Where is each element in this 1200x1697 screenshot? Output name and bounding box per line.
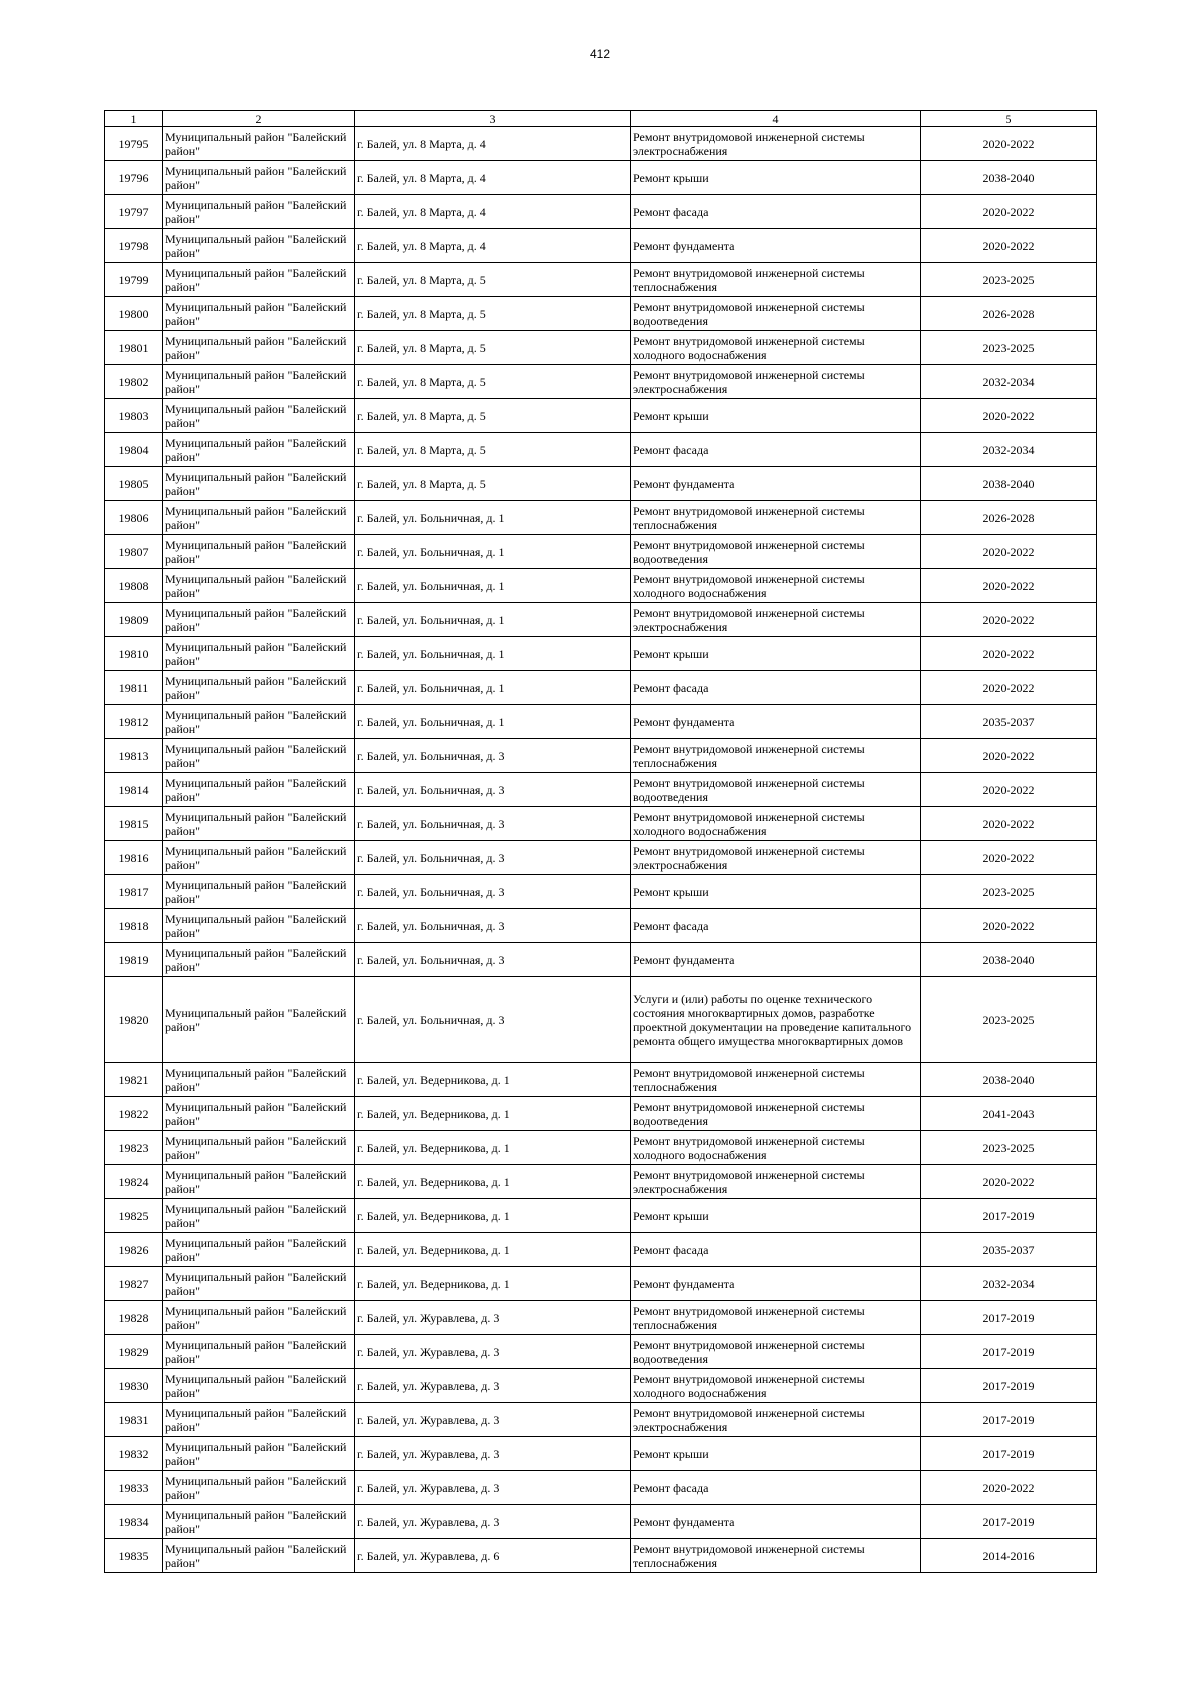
cell-row-number: 19823: [105, 1131, 163, 1165]
cell-work-type: Ремонт внутридомовой инженерной системы холодного водоснабжения: [631, 807, 921, 841]
cell-work-type: Ремонт фундамента: [631, 705, 921, 739]
cell-municipality: Муниципальный район "Балейский район": [163, 1199, 355, 1233]
cell-address: г. Балей, ул. Больничная, д. 3: [355, 841, 631, 875]
cell-row-number: 19800: [105, 297, 163, 331]
cell-period: 2023-2025: [921, 875, 1097, 909]
cell-address: г. Балей, ул. Журавлева, д. 3: [355, 1403, 631, 1437]
cell-row-number: 19824: [105, 1165, 163, 1199]
cell-period: 2038-2040: [921, 467, 1097, 501]
cell-municipality: Муниципальный район "Балейский район": [163, 399, 355, 433]
cell-work-type: Ремонт фундамента: [631, 1505, 921, 1539]
cell-period: 2038-2040: [921, 161, 1097, 195]
cell-work-type: Ремонт крыши: [631, 1437, 921, 1471]
cell-period: 2032-2034: [921, 1267, 1097, 1301]
cell-row-number: 19831: [105, 1403, 163, 1437]
cell-municipality: Муниципальный район "Балейский район": [163, 263, 355, 297]
cell-work-type: Ремонт внутридомовой инженерной системы холодного водоснабжения: [631, 569, 921, 603]
cell-municipality: Муниципальный район "Балейский район": [163, 807, 355, 841]
cell-address: г. Балей, ул. 8 Марта, д. 5: [355, 297, 631, 331]
table-row: [105, 603, 1097, 637]
cell-municipality: Муниципальный район "Балейский район": [163, 127, 355, 161]
cell-work-type: Ремонт внутридомовой инженерной системы холодного водоснабжения: [631, 1369, 921, 1403]
table-row: [105, 1403, 1097, 1437]
cell-work-type: Ремонт фасада: [631, 1471, 921, 1505]
cell-row-number: 19810: [105, 637, 163, 671]
cell-work-type: Услуги и (или) работы по оценке технического состояния многоквартирных домов, разработке проектной документации на проведение капитального ремонта общего имущества многоквартирных домов: [631, 977, 921, 1063]
header-col-5: 5: [921, 111, 1097, 127]
table-row: [105, 365, 1097, 399]
cell-address: г. Балей, ул. 8 Марта, д. 4: [355, 229, 631, 263]
cell-row-number: 19820: [105, 977, 163, 1063]
cell-row-number: 19802: [105, 365, 163, 399]
cell-municipality: Муниципальный район "Балейский район": [163, 1369, 355, 1403]
cell-row-number: 19817: [105, 875, 163, 909]
cell-row-number: 19818: [105, 909, 163, 943]
cell-work-type: Ремонт внутридомовой инженерной системы водоотведения: [631, 535, 921, 569]
cell-work-type: Ремонт внутридомовой инженерной системы электроснабжения: [631, 841, 921, 875]
table-row: [105, 977, 1097, 1063]
cell-row-number: 19803: [105, 399, 163, 433]
cell-municipality: Муниципальный район "Балейский район": [163, 1471, 355, 1505]
cell-municipality: Муниципальный район "Балейский район": [163, 1505, 355, 1539]
page-number: 412: [589, 47, 611, 61]
cell-municipality: Муниципальный район "Балейский район": [163, 297, 355, 331]
cell-work-type: Ремонт внутридомовой инженерной системы теплоснабжения: [631, 263, 921, 297]
cell-work-type: Ремонт внутридомовой инженерной системы теплоснабжения: [631, 501, 921, 535]
table-row: [105, 1539, 1097, 1573]
cell-municipality: Муниципальный район "Балейский район": [163, 1437, 355, 1471]
table-row: [105, 909, 1097, 943]
cell-municipality: Муниципальный район "Балейский район": [163, 841, 355, 875]
cell-municipality: Муниципальный район "Балейский район": [163, 1097, 355, 1131]
cell-row-number: 19830: [105, 1369, 163, 1403]
cell-address: г. Балей, ул. Журавлева, д. 3: [355, 1335, 631, 1369]
table-row: [105, 1233, 1097, 1267]
cell-period: 2020-2022: [921, 841, 1097, 875]
cell-period: 2026-2028: [921, 297, 1097, 331]
cell-period: 2023-2025: [921, 331, 1097, 365]
cell-work-type: Ремонт внутридомовой инженерной системы электроснабжения: [631, 1165, 921, 1199]
header-row: [105, 111, 1097, 127]
table-row: [105, 773, 1097, 807]
cell-municipality: Муниципальный район "Балейский район": [163, 705, 355, 739]
cell-address: г. Балей, ул. Ведерникова, д. 1: [355, 1165, 631, 1199]
cell-work-type: Ремонт внутридомовой инженерной системы электроснабжения: [631, 603, 921, 637]
table-row: [105, 535, 1097, 569]
cell-municipality: Муниципальный район "Балейский район": [163, 909, 355, 943]
cell-municipality: Муниципальный район "Балейский район": [163, 535, 355, 569]
table-row: [105, 1199, 1097, 1233]
cell-row-number: 19825: [105, 1199, 163, 1233]
cell-municipality: Муниципальный район "Балейский район": [163, 365, 355, 399]
table-row: [105, 671, 1097, 705]
cell-municipality: Муниципальный район "Балейский район": [163, 467, 355, 501]
cell-row-number: 19795: [105, 127, 163, 161]
cell-municipality: Муниципальный район "Балейский район": [163, 875, 355, 909]
cell-row-number: 19808: [105, 569, 163, 603]
cell-row-number: 19814: [105, 773, 163, 807]
cell-address: г. Балей, ул. 8 Марта, д. 5: [355, 365, 631, 399]
cell-address: г. Балей, ул. Больничная, д. 1: [355, 535, 631, 569]
cell-address: г. Балей, ул. Больничная, д. 1: [355, 705, 631, 739]
cell-work-type: Ремонт фундамента: [631, 1267, 921, 1301]
cell-period: 2020-2022: [921, 671, 1097, 705]
cell-work-type: Ремонт внутридомовой инженерной системы водоотведения: [631, 297, 921, 331]
cell-row-number: 19805: [105, 467, 163, 501]
cell-row-number: 19807: [105, 535, 163, 569]
cell-municipality: Муниципальный район "Балейский район": [163, 671, 355, 705]
cell-row-number: 19799: [105, 263, 163, 297]
cell-address: г. Балей, ул. Больничная, д. 3: [355, 977, 631, 1063]
cell-period: 2020-2022: [921, 569, 1097, 603]
cell-address: г. Балей, ул. Журавлева, д. 6: [355, 1539, 631, 1573]
cell-municipality: Муниципальный район "Балейский район": [163, 1165, 355, 1199]
cell-work-type: Ремонт фасада: [631, 909, 921, 943]
cell-period: 2023-2025: [921, 1131, 1097, 1165]
cell-work-type: Ремонт крыши: [631, 637, 921, 671]
cell-period: 2020-2022: [921, 127, 1097, 161]
cell-address: г. Балей, ул. 8 Марта, д. 5: [355, 331, 631, 365]
cell-work-type: Ремонт внутридомовой инженерной системы водоотведения: [631, 1335, 921, 1369]
cell-address: г. Балей, ул. Ведерникова, д. 1: [355, 1267, 631, 1301]
cell-work-type: Ремонт фасада: [631, 671, 921, 705]
cell-work-type: Ремонт крыши: [631, 875, 921, 909]
cell-municipality: Муниципальный район "Балейский район": [163, 195, 355, 229]
table-row: [105, 637, 1097, 671]
cell-address: г. Балей, ул. Журавлева, д. 3: [355, 1437, 631, 1471]
table-row: [105, 1505, 1097, 1539]
cell-period: 2020-2022: [921, 807, 1097, 841]
cell-municipality: Муниципальный район "Балейский район": [163, 331, 355, 365]
cell-period: 2023-2025: [921, 977, 1097, 1063]
cell-address: г. Балей, ул. 8 Марта, д. 5: [355, 399, 631, 433]
table-row: [105, 195, 1097, 229]
cell-address: г. Балей, ул. Больничная, д. 1: [355, 637, 631, 671]
cell-municipality: Муниципальный район "Балейский район": [163, 1063, 355, 1097]
cell-row-number: 19835: [105, 1539, 163, 1573]
cell-work-type: Ремонт крыши: [631, 399, 921, 433]
table-row: [105, 433, 1097, 467]
cell-work-type: Ремонт фасада: [631, 433, 921, 467]
cell-work-type: Ремонт внутридомовой инженерной системы теплоснабжения: [631, 739, 921, 773]
cell-municipality: Муниципальный район "Балейский район": [163, 773, 355, 807]
cell-work-type: Ремонт крыши: [631, 161, 921, 195]
cell-row-number: 19819: [105, 943, 163, 977]
cell-work-type: Ремонт фундамента: [631, 229, 921, 263]
cell-address: г. Балей, ул. Больничная, д. 3: [355, 943, 631, 977]
cell-period: 2017-2019: [921, 1403, 1097, 1437]
cell-work-type: Ремонт внутридомовой инженерной системы теплоснабжения: [631, 1539, 921, 1573]
cell-period: 2014-2016: [921, 1539, 1097, 1573]
cell-address: г. Балей, ул. Журавлева, д. 3: [355, 1505, 631, 1539]
table-row: [105, 1437, 1097, 1471]
cell-municipality: Муниципальный район "Балейский район": [163, 161, 355, 195]
table-row: [105, 1471, 1097, 1505]
cell-address: г. Балей, ул. Больничная, д. 3: [355, 875, 631, 909]
cell-municipality: Муниципальный район "Балейский район": [163, 1131, 355, 1165]
cell-address: г. Балей, ул. 8 Марта, д. 5: [355, 263, 631, 297]
cell-row-number: 19833: [105, 1471, 163, 1505]
header-col-2: 2: [163, 111, 355, 127]
cell-address: г. Балей, ул. Больничная, д. 3: [355, 807, 631, 841]
table-row: [105, 943, 1097, 977]
cell-work-type: Ремонт внутридомовой инженерной системы теплоснабжения: [631, 1301, 921, 1335]
cell-work-type: Ремонт внутридомовой инженерной системы холодного водоснабжения: [631, 1131, 921, 1165]
cell-work-type: Ремонт внутридомовой инженерной системы теплоснабжения: [631, 1063, 921, 1097]
cell-address: г. Балей, ул. 8 Марта, д. 4: [355, 127, 631, 161]
cell-row-number: 19809: [105, 603, 163, 637]
header-col-1: 1: [105, 111, 163, 127]
cell-municipality: Муниципальный район "Балейский район": [163, 943, 355, 977]
cell-row-number: 19806: [105, 501, 163, 535]
cell-municipality: Муниципальный район "Балейский район": [163, 637, 355, 671]
cell-period: 2023-2025: [921, 263, 1097, 297]
cell-address: г. Балей, ул. Ведерникова, д. 1: [355, 1063, 631, 1097]
cell-municipality: Муниципальный район "Балейский район": [163, 1301, 355, 1335]
cell-period: 2017-2019: [921, 1369, 1097, 1403]
cell-address: г. Балей, ул. Больничная, д. 3: [355, 909, 631, 943]
cell-municipality: Муниципальный район "Балейский район": [163, 569, 355, 603]
cell-address: г. Балей, ул. Больничная, д. 3: [355, 739, 631, 773]
table-row: [105, 1267, 1097, 1301]
header-col-3: 3: [355, 111, 631, 127]
cell-period: 2038-2040: [921, 943, 1097, 977]
table-row: [105, 1301, 1097, 1335]
cell-period: 2020-2022: [921, 229, 1097, 263]
cell-row-number: 19826: [105, 1233, 163, 1267]
cell-row-number: 19813: [105, 739, 163, 773]
table-row: [105, 127, 1097, 161]
cell-row-number: 19832: [105, 1437, 163, 1471]
cell-period: 2020-2022: [921, 739, 1097, 773]
cell-row-number: 19801: [105, 331, 163, 365]
cell-address: г. Балей, ул. Больничная, д. 3: [355, 773, 631, 807]
cell-address: г. Балей, ул. 8 Марта, д. 5: [355, 433, 631, 467]
table-row: [105, 1369, 1097, 1403]
cell-address: г. Балей, ул. 8 Марта, д. 5: [355, 467, 631, 501]
cell-municipality: Муниципальный район "Балейский район": [163, 603, 355, 637]
cell-period: 2020-2022: [921, 603, 1097, 637]
cell-address: г. Балей, ул. Ведерникова, д. 1: [355, 1199, 631, 1233]
table-row: [105, 467, 1097, 501]
cell-work-type: Ремонт внутридомовой инженерной системы водоотведения: [631, 773, 921, 807]
cell-row-number: 19821: [105, 1063, 163, 1097]
cell-period: 2020-2022: [921, 637, 1097, 671]
cell-row-number: 19829: [105, 1335, 163, 1369]
cell-municipality: Муниципальный район "Балейский район": [163, 501, 355, 535]
cell-work-type: Ремонт фасада: [631, 195, 921, 229]
cell-municipality: Муниципальный район "Балейский район": [163, 1267, 355, 1301]
cell-work-type: Ремонт внутридомовой инженерной системы электроснабжения: [631, 1403, 921, 1437]
cell-work-type: Ремонт фундамента: [631, 467, 921, 501]
cell-row-number: 19815: [105, 807, 163, 841]
cell-period: 2020-2022: [921, 1471, 1097, 1505]
cell-period: 2017-2019: [921, 1301, 1097, 1335]
table-row: [105, 229, 1097, 263]
cell-period: 2020-2022: [921, 1165, 1097, 1199]
cell-municipality: Муниципальный район "Балейский район": [163, 1233, 355, 1267]
table-row: [105, 297, 1097, 331]
cell-work-type: Ремонт внутридомовой инженерной системы электроснабжения: [631, 127, 921, 161]
cell-period: 2017-2019: [921, 1437, 1097, 1471]
cell-address: г. Балей, ул. Больничная, д. 1: [355, 569, 631, 603]
cell-row-number: 19796: [105, 161, 163, 195]
cell-period: 2035-2037: [921, 1233, 1097, 1267]
cell-municipality: Муниципальный район "Балейский район": [163, 1539, 355, 1573]
cell-row-number: 19812: [105, 705, 163, 739]
table-row: [105, 1097, 1097, 1131]
cell-row-number: 19816: [105, 841, 163, 875]
cell-address: г. Балей, ул. Ведерникова, д. 1: [355, 1097, 631, 1131]
table-row: [105, 739, 1097, 773]
cell-row-number: 19834: [105, 1505, 163, 1539]
table-row: [105, 1063, 1097, 1097]
cell-municipality: Муниципальный район "Балейский район": [163, 433, 355, 467]
cell-address: г. Балей, ул. Ведерникова, д. 1: [355, 1131, 631, 1165]
cell-period: 2026-2028: [921, 501, 1097, 535]
cell-municipality: Муниципальный район "Балейский район": [163, 977, 355, 1063]
cell-row-number: 19811: [105, 671, 163, 705]
cell-period: 2017-2019: [921, 1335, 1097, 1369]
cell-period: 2032-2034: [921, 433, 1097, 467]
cell-period: 2020-2022: [921, 535, 1097, 569]
cell-municipality: Муниципальный район "Балейский район": [163, 1403, 355, 1437]
table-row: [105, 1131, 1097, 1165]
table-row: [105, 1335, 1097, 1369]
cell-period: 2035-2037: [921, 705, 1097, 739]
cell-address: г. Балей, ул. 8 Марта, д. 4: [355, 195, 631, 229]
cell-address: г. Балей, ул. Больничная, д. 1: [355, 501, 631, 535]
table-row: [105, 263, 1097, 297]
cell-row-number: 19822: [105, 1097, 163, 1131]
table-row: [105, 841, 1097, 875]
table-row: [105, 399, 1097, 433]
cell-row-number: 19797: [105, 195, 163, 229]
cell-municipality: Муниципальный район "Балейский район": [163, 229, 355, 263]
table-row: [105, 875, 1097, 909]
table-row: [105, 331, 1097, 365]
cell-address: г. Балей, ул. 8 Марта, д. 4: [355, 161, 631, 195]
cell-period: 2038-2040: [921, 1063, 1097, 1097]
table-row: [105, 807, 1097, 841]
cell-work-type: Ремонт фундамента: [631, 943, 921, 977]
table-row: [105, 1165, 1097, 1199]
cell-work-type: Ремонт внутридомовой инженерной системы холодного водоснабжения: [631, 331, 921, 365]
table-row: [105, 501, 1097, 535]
cell-row-number: 19798: [105, 229, 163, 263]
cell-address: г. Балей, ул. Ведерникова, д. 1: [355, 1233, 631, 1267]
cell-address: г. Балей, ул. Журавлева, д. 3: [355, 1471, 631, 1505]
cell-period: 2020-2022: [921, 195, 1097, 229]
cell-municipality: Муниципальный район "Балейский район": [163, 1335, 355, 1369]
table-body: [105, 127, 1097, 1573]
cell-row-number: 19804: [105, 433, 163, 467]
table-row: [105, 161, 1097, 195]
cell-work-type: Ремонт фасада: [631, 1233, 921, 1267]
table-row: [105, 705, 1097, 739]
cell-address: г. Балей, ул. Журавлева, д. 3: [355, 1369, 631, 1403]
cell-municipality: Муниципальный район "Балейский район": [163, 739, 355, 773]
cell-address: г. Балей, ул. Журавлева, д. 3: [355, 1301, 631, 1335]
cell-address: г. Балей, ул. Больничная, д. 1: [355, 671, 631, 705]
works-table: [104, 110, 1097, 1573]
cell-row-number: 19828: [105, 1301, 163, 1335]
table-row: [105, 569, 1097, 603]
header-col-4: 4: [631, 111, 921, 127]
cell-work-type: Ремонт внутридомовой инженерной системы водоотведения: [631, 1097, 921, 1131]
cell-period: 2032-2034: [921, 365, 1097, 399]
cell-work-type: Ремонт внутридомовой инженерной системы электроснабжения: [631, 365, 921, 399]
cell-period: 2017-2019: [921, 1505, 1097, 1539]
cell-period: 2017-2019: [921, 1199, 1097, 1233]
cell-address: г. Балей, ул. Больничная, д. 1: [355, 603, 631, 637]
cell-row-number: 19827: [105, 1267, 163, 1301]
cell-period: 2020-2022: [921, 773, 1097, 807]
cell-period: 2020-2022: [921, 909, 1097, 943]
cell-period: 2020-2022: [921, 399, 1097, 433]
cell-period: 2041-2043: [921, 1097, 1097, 1131]
cell-work-type: Ремонт крыши: [631, 1199, 921, 1233]
